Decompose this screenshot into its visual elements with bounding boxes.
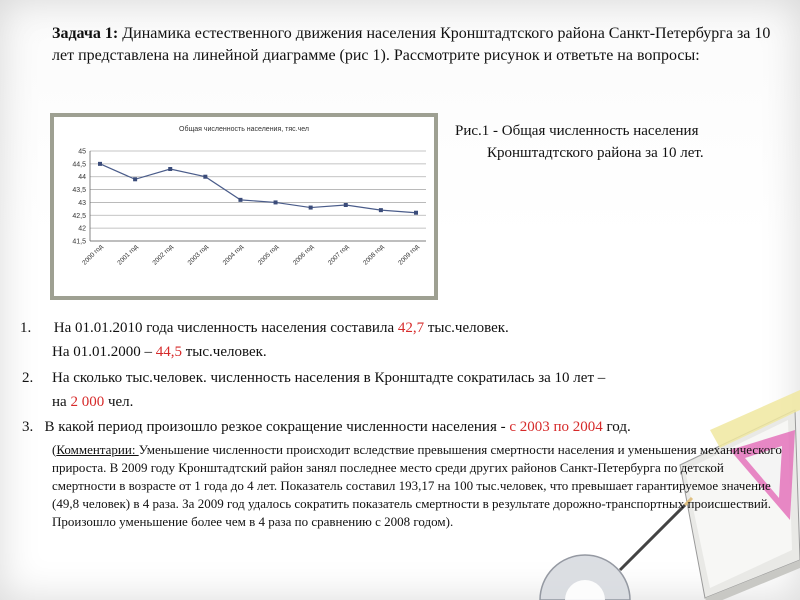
y-tick-label: 41,5	[72, 238, 86, 246]
comment-open: (	[52, 442, 57, 457]
y-tick-label: 44	[78, 174, 86, 182]
q1-unit: тыс.человек.	[424, 320, 509, 336]
caption-line1: Рис.1 - Общая численность населения	[455, 123, 699, 139]
y-tick-label: 45	[78, 148, 86, 156]
question-1b	[52, 342, 267, 362]
data-point	[168, 167, 172, 171]
data-point	[133, 177, 137, 181]
x-tick-label: 2002 год	[151, 243, 175, 267]
comment-block	[52, 441, 782, 531]
data-point	[344, 203, 348, 207]
x-tick-label: 2006 год	[291, 243, 316, 267]
y-tick-label: 42,5	[72, 212, 86, 220]
data-point	[203, 175, 207, 179]
line-chart	[54, 117, 434, 296]
data-point	[379, 208, 383, 212]
x-tick-label: 2001 год	[116, 243, 140, 267]
q2-number: 2.	[22, 370, 34, 386]
data-point	[274, 200, 278, 204]
data-point	[98, 162, 102, 166]
q1-number: 1.	[20, 320, 32, 336]
q2b-answer: 2 000	[70, 394, 105, 410]
data-point	[309, 206, 313, 210]
question-1	[20, 318, 509, 338]
chart-area	[54, 117, 434, 296]
q3-answer: с 2003 по 2004	[509, 419, 603, 435]
y-tick-label: 44,5	[72, 161, 86, 169]
q2-text: На сколько тыс.человек. численность населения в Кронштадте сократилась за 10 лет –	[52, 370, 606, 386]
q2b-pre: на	[52, 394, 71, 410]
x-tick-label: 2009 год	[397, 243, 421, 267]
chart-title: Общая численность населения, тяс.чел	[179, 126, 309, 133]
data-point	[238, 198, 242, 202]
y-tick-label: 43	[78, 199, 86, 207]
x-tick-label: 2008 год	[362, 243, 386, 267]
x-tick-label: 2000 год	[81, 243, 105, 267]
q3-text: В какой период произошло резкое сокращение численности населения -	[44, 419, 510, 435]
y-tick-label: 42	[78, 225, 86, 233]
comment-label: Комментарии:	[56, 442, 139, 457]
q1-text: На 01.01.2010 года численность населения составила	[53, 320, 398, 336]
q1b-unit: тыс.человек.	[182, 344, 267, 360]
y-tick-label: 43,5	[72, 187, 86, 195]
x-tick-label: 2007 год	[327, 243, 351, 267]
question-2b	[52, 392, 133, 412]
x-tick-label: 2005 год	[256, 243, 280, 267]
x-tick-label: 2004 год	[221, 243, 245, 267]
q1b-answer: 44,5	[155, 344, 182, 360]
chart-frame	[50, 113, 438, 300]
x-tick-label: 2003 год	[186, 243, 210, 267]
figure-caption	[455, 120, 704, 164]
q2b-unit: чел.	[104, 394, 134, 410]
task-text	[52, 23, 772, 67]
caption-line2: Кронштадтского района за 10 лет.	[487, 145, 704, 161]
data-point	[414, 211, 418, 215]
q3-number: 3.	[22, 419, 34, 435]
comment-text: Уменьшение численности происходит вследствие превышения смертности населения и уменьшения механического прироста. В 2009 году Кронштадтский район занял последнее место среди других районов Санкт-Петербурга по детской смертности в возрасте от 1 года до 4 лет. Показатель составил 193,17 на 100 тыс.человек, что превышает гарантируемое значение (49,8 человек) в 4 раза. За 2009 год удалось сократить показатель смертности в результате дорожно-транспортных происшествий. Произошло уменьшение более чем в 4 раза по сравнению с 2008 годом).	[52, 442, 782, 529]
q3-unit: год.	[602, 419, 631, 435]
task-label: Задача 1:	[52, 25, 119, 42]
q1-answer: 42,7	[397, 320, 425, 336]
task-body: Динамика естественного движения населения Кронштадтского района Санкт-Петербурга за 10 лет представлена на линейной диаграмме (рис 1). Рассмотрите рисунок и ответьте на вопросы:	[52, 25, 771, 64]
q1b-text: На 01.01.2000 –	[52, 344, 156, 360]
protractor-icon	[540, 555, 630, 600]
series-line	[100, 164, 416, 213]
